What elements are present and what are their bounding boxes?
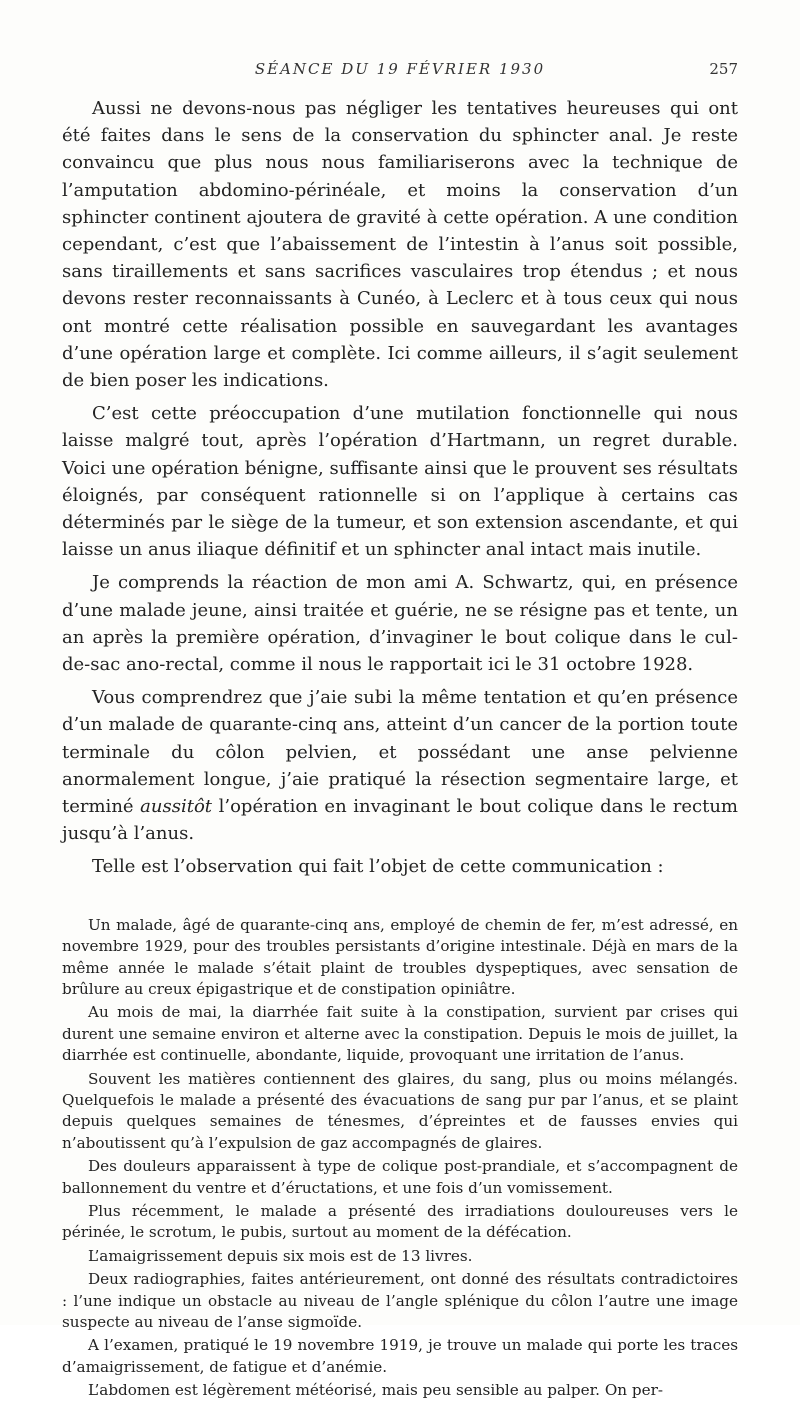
observation-paragraph: Plus récemment, le malade a présenté des irradiations douloureuses vers le périnée, le scrotum, le pubis, surtout au moment de la défécation.	[62, 1201, 738, 1242]
lead-section	[62, 95, 738, 881]
running-title: SÉANCE DU 19 FÉVRIER 1930	[254, 60, 546, 78]
observation-paragraph: Deux radiographies, faites antérieurement, ont donné des résultats contradictoires : l’une indique un obstacle au niveau de l’angle splénique du côlon l’autre une image suspecte au niveau de l’anse sigmoïde.	[62, 1270, 738, 1331]
paragraph: Je comprends la réaction de mon ami A. Schwartz, qui, en présence d’une malade jeune, ainsi traitée et guérie, ne se résigne pas et tente, un an après la première opération, d’invaginer le bout colique dans le cul-de-sac ano-rectal, comme il nous le rapportait ici le 31 octobre 1928.	[62, 572, 738, 676]
paragraph	[62, 684, 738, 847]
body-text	[62, 95, 738, 1404]
observation-paragraph: Souvent les matières contiennent des glaires, du sang, plus ou moins mélangés. Quelquefois le malade a présenté des évacuations de sang pur par l’anus, et se plaint depuis quelques semaines de ténesmes, d’épreintes et de fausses envies qui n’aboutissent qu’à l’expulsion de gaz accompagnés de glaires.	[62, 1069, 738, 1152]
paragraph: C’est cette préoccupation d’une mutilation fonctionnelle qui nous laisse malgré tout, après l’opération d’Hartmann, un regret durable. Voici une opération bénigne, suffisante ainsi que le prouvent ses résultats éloignés, par conséquent rationnelle si on l’applique à certains cas déterminés par le siège de la tumeur, et son extension ascendante, et qui laisse un anus iliaque définitif et un sphincter anal intact mais inutile.	[62, 403, 738, 561]
emphasized-word: aussitôt	[140, 796, 213, 818]
observation-paragraph: L’abdomen est légèrement météorisé, mais peu sensible au palper. On per-	[88, 1381, 663, 1400]
paragraph-text: l’opération en invaginant le bout colique dans le rectum jusqu’à l’anus.	[62, 796, 738, 845]
running-header	[62, 60, 738, 84]
observation-paragraph: Des douleurs apparaissent à type de colique post-prandiale, et s’accompagnent de ballonnement du ventre et d’éructations, et une fois d’un vomissement.	[62, 1157, 738, 1197]
page-number: 257	[709, 60, 738, 78]
paragraph: Aussi ne devons-nous pas négliger les tentatives heureuses qui ont été faites dans le sens de la conservation du sphincter anal. Je reste convaincu que plus nous nous familiariserons avec la technique de l’amputation abdomino-périnéale, et moins la conservation d’un sphincter continent ajoutera de gravité à cette opération. A une condition cependant, c’est que l’abaissement de l’intestin à l’anus soit possible, sans tiraillements et sans sacrifices vasculaires trop étendus ; et nous devons rester reconnaissants à Cunéo, à Leclerc et à tous ceux qui nous ont montré cette réalisation possible en sauvegardant les avantages d’une opération large et complète. Ici comme ailleurs, il s’agit seulement de bien poser les indications.	[62, 98, 738, 392]
observation-paragraph: Un malade, âgé de quarante-cinq ans, employé de chemin de fer, m’est adressé, en novembre 1929, pour des troubles persistants d’origine intestinale. Déjà en mars de la même année le malade s’était plaint de troubles dyspeptiques, avec sensation de brûlure au creux épigastrique et de constipation opiniâtre.	[62, 915, 738, 998]
paragraph-text: Vous comprendrez que j’aie subi la même tentation et qu’en présence d’un malade de quarante-cinq ans, atteint d’un cancer de la portion toute terminale du côlon pelvien, et possédant une anse pelvienne anormalement longue, j’aie pratiqué la résection segmentaire large, et terminé	[62, 687, 738, 818]
observation-paragraph: L’amaigrissement depuis six mois est de 13 livres.	[88, 1246, 473, 1265]
observation-paragraph: A l’examen, pratiqué le 19 novembre 1919, je trouve un malade qui porte les traces d’amaigrissement, de fatigue et d’anémie.	[62, 1336, 738, 1376]
case-observation	[62, 915, 738, 1402]
observation-paragraph: Au mois de mai, la diarrhée fait suite à la constipation, survient par crises qui durent une semaine environ et alterne avec la constipation. Depuis le mois de juillet, la diarrhée est continuelle, abondante, liquide, provoquant une irritation de l’anus.	[62, 1003, 738, 1065]
paragraph: Telle est l’observation qui fait l’objet de cette communication :	[92, 856, 664, 878]
